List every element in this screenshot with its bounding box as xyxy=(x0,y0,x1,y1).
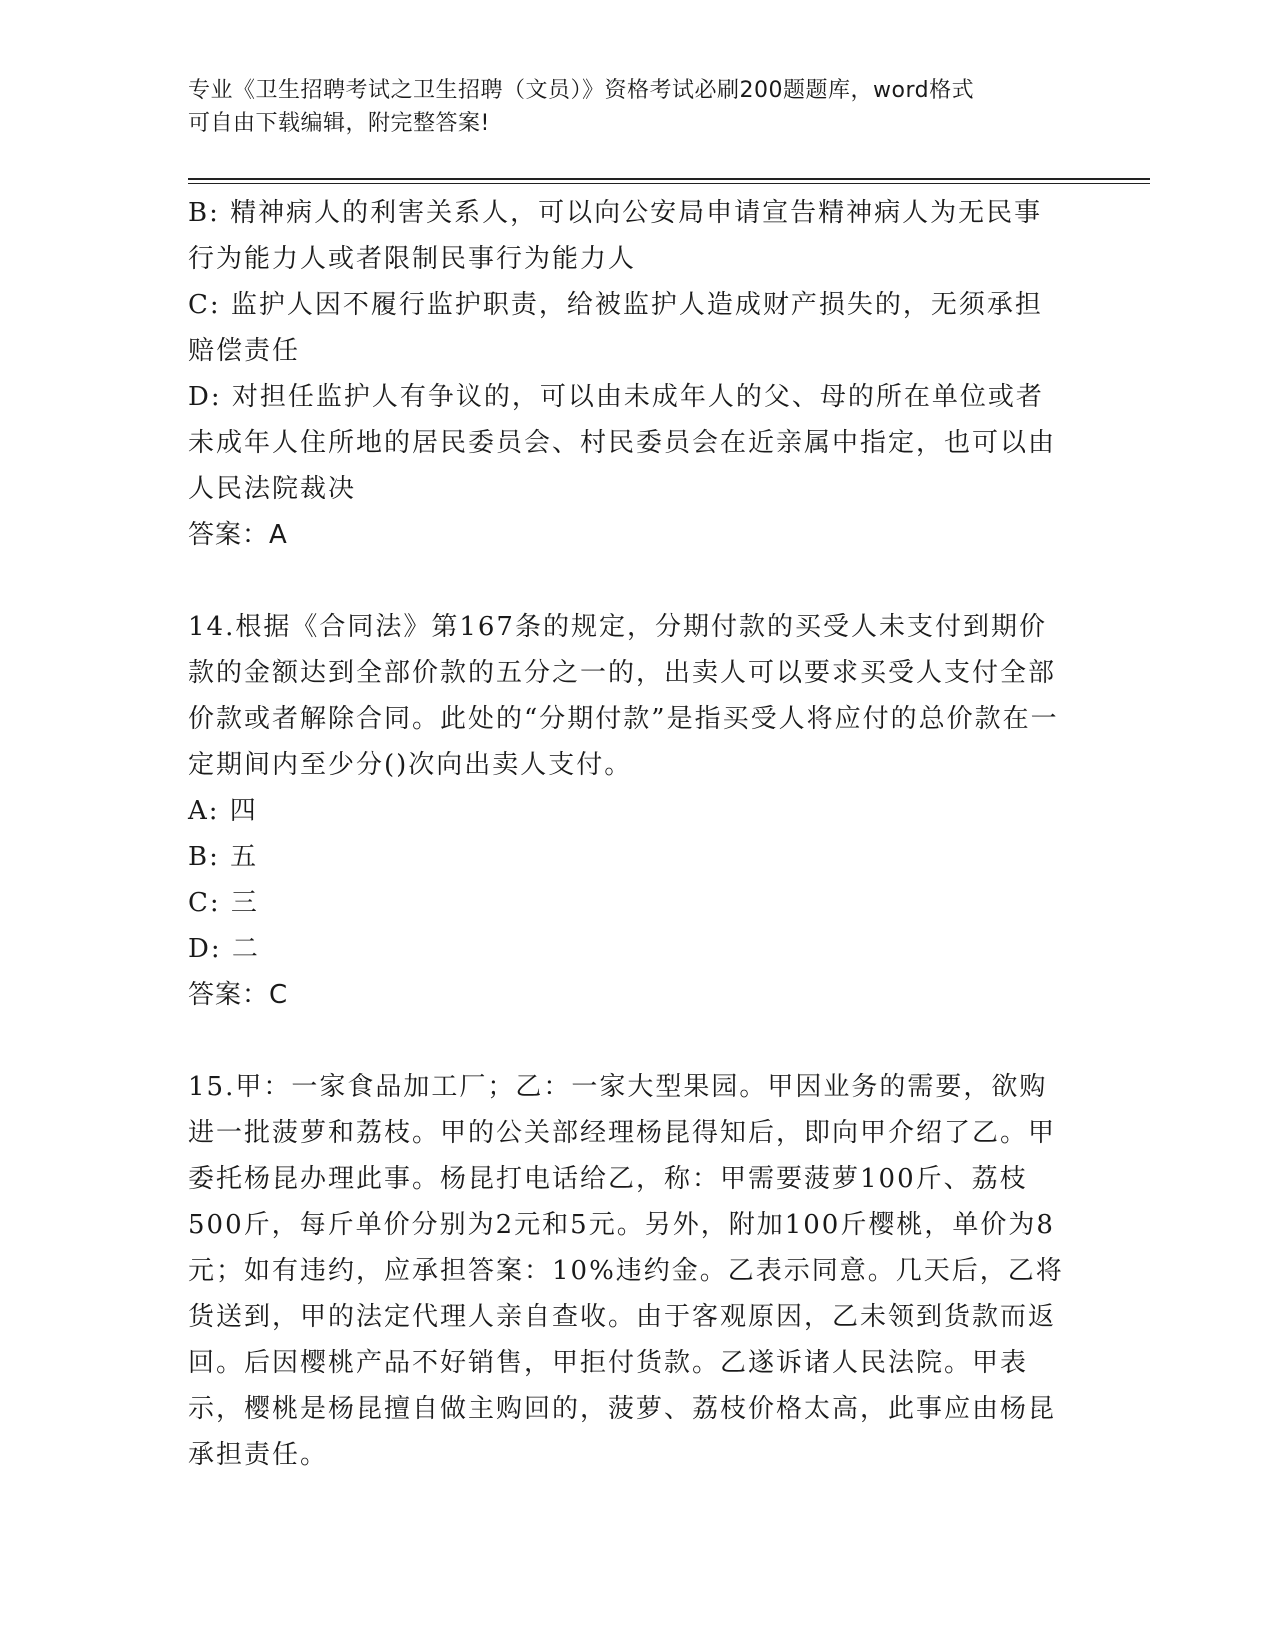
q13-option-b: B: 精神病人的利害关系人，可以向公安局申请宣告精神病人为无民事行为能力人或者限制民事行为能力人 xyxy=(188,198,1043,274)
q14-answer: 答案：C xyxy=(188,980,289,1010)
q14-stem: 14.根据《合同法》第167条的规定，分期付款的买受人未支付到期价款的金额达到全部价款的五分之一的，出卖人可以要求买受人支付全部价款或者解除合同。此处的“分期付款”是指买受人将应付的总价款在一定期间内至少分()次向出卖人支付。 xyxy=(188,612,1059,780)
question-15 xyxy=(188,1064,1068,1478)
question-14 xyxy=(188,604,1068,1018)
q14-option-c: C: 三 xyxy=(188,888,259,918)
q13-option-d: D: 对担任监护人有争议的，可以由未成年人的父、母的所在单位或者未成年人住所地的居民委员会、村民委员会在近亲属中指定，也可以由人民法院裁决 xyxy=(188,382,1057,504)
header-line-1: 专业《卫生招聘考试之卫生招聘（文员）》资格考试必刷200题题库，word格式 xyxy=(188,78,975,103)
question-13 xyxy=(188,190,1068,558)
q15-stem: 15.甲：一家食品加工厂；乙：一家大型果园。甲因业务的需要，欲购进一批菠萝和荔枝。甲的公关部经理杨昆得知后，即向甲介绍了乙。甲委托杨昆办理此事。杨昆打电话给乙，称：甲需要菠萝100斤、荔枝500斤，每斤单价分别为2元和5元。另外，附加100斤樱桃，单价为8元；如有违约，应承担答案：10%违约金。乙表示同意。几天后，乙将货送到，甲的法定代理人亲自查收。由于客观原因，乙未领到货款而返回。后因樱桃产品不好销售，甲拒付货款。乙遂诉诸人民法院。甲表示，樱桃是杨昆擅自做主购回的，菠萝、荔枝价格太高，此事应由杨昆承担责任。 xyxy=(188,1072,1064,1470)
page-header xyxy=(188,74,1068,140)
q14-option-a: A: 四 xyxy=(188,796,258,826)
q13-option-c: C: 监护人因不履行监护职责，给被监护人造成财产损失的，无须承担赔偿责任 xyxy=(188,290,1043,366)
q14-option-b: B: 五 xyxy=(188,842,259,872)
document-body xyxy=(188,190,1068,1478)
q14-option-d: D: 二 xyxy=(188,934,260,964)
header-divider xyxy=(188,178,1150,184)
spacer xyxy=(188,1018,1068,1064)
spacer xyxy=(188,558,1068,604)
q13-answer: 答案：A xyxy=(188,520,288,550)
header-line-2: 可自由下载编辑，附完整答案! xyxy=(188,111,490,136)
